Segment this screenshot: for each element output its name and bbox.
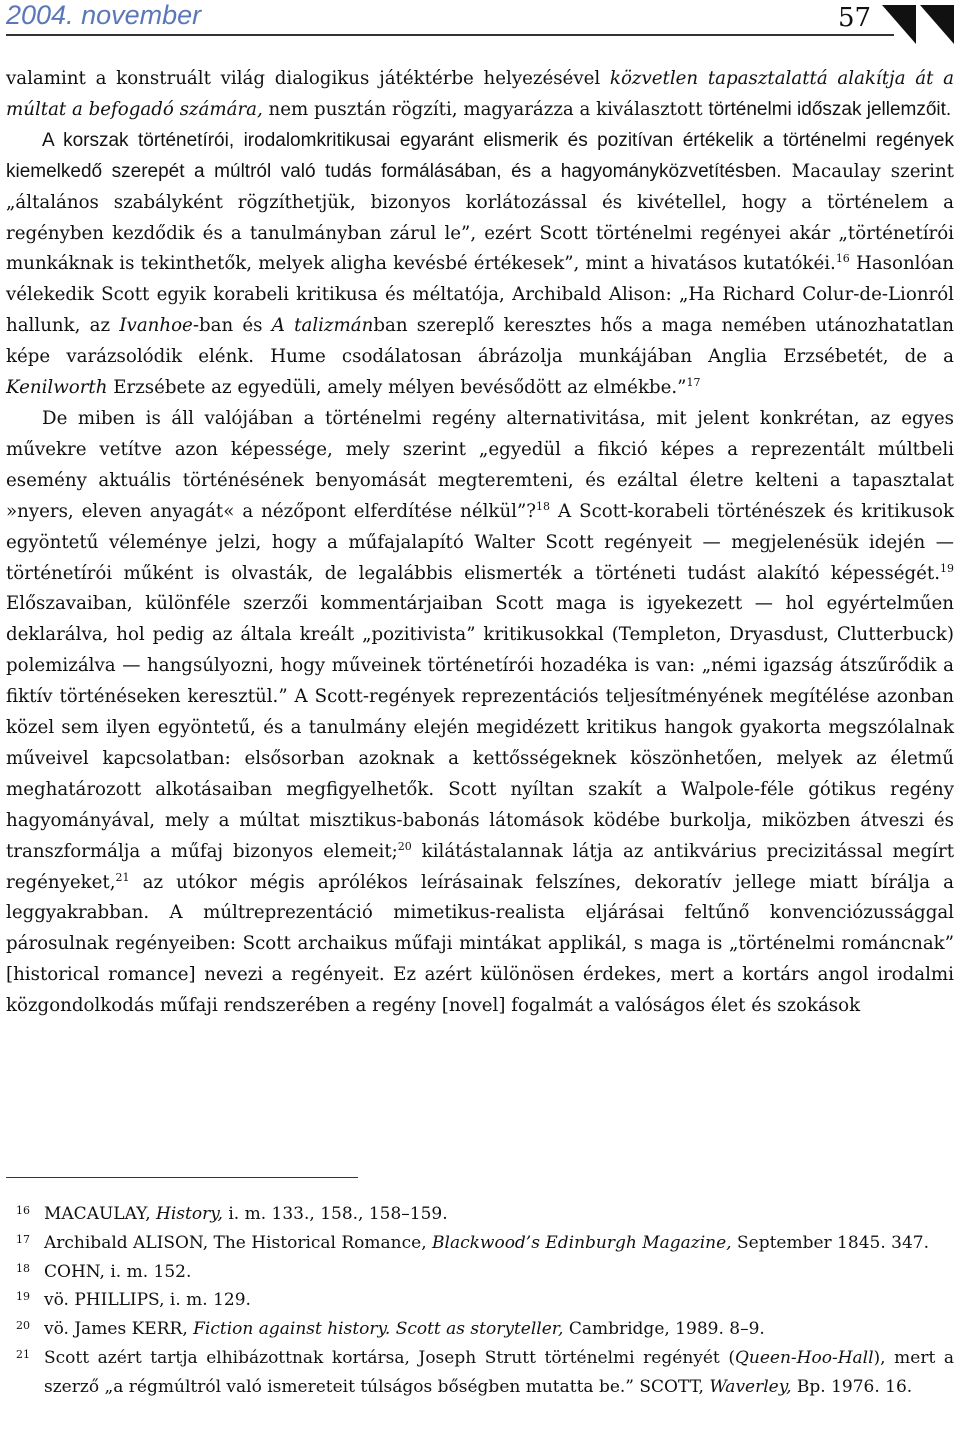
footnote — [6, 1229, 954, 1258]
footnote-text: ), mert a szerző „a régmúltról való ismereteit túlságos bőségben mutatta be.” SCOTT, — [44, 1347, 954, 1397]
italic-span: közvetlen tapasztalattá alakítja át a múltat a befogadó számára, — [6, 68, 955, 120]
footnote-text: COHN, i. m. 152. — [44, 1261, 192, 1282]
footnote-ref[interactable]: 21 — [115, 870, 130, 884]
footnote-number: 16 — [16, 1204, 30, 1217]
footnote-number: 19 — [16, 1290, 30, 1304]
footnote-text: Scott azért tartja elhibázottnak kortársa, Joseph Strutt történelmi regényét ( — [44, 1347, 735, 1368]
footnote-text: Cambridge, 1989. 8–9. — [563, 1319, 765, 1340]
italic-span: Ivanhoe — [119, 315, 193, 337]
footnote-ref[interactable]: 16 — [835, 252, 850, 266]
footnote-text: vö. James KERR, — [44, 1319, 194, 1340]
text-span: -ban és — [192, 315, 272, 337]
footnote-italic: Queen-Hoo-Hall — [734, 1347, 874, 1368]
text-span: az utókor mégis aprólékos leírásainak felszínes, dekoratív jellege miatt bírálja a leggyakrabban. A múltreprezentáció mimetikus-realista eljárásai feltűnő konvenciózussággal párosulnak regényeiben: Scott archaikus műfaji mintákat applikál, s maga is „történelmi románcnak” [historical romance] nevezi a regényeit. Ez azért különösen érdekes, mert a kortárs angol irodalmi közgondolkodás műfaji rendszerében a regény [novel] fogalmát a valóságos élet és szokások — [6, 871, 954, 1017]
footnote-ref[interactable]: 19 — [940, 561, 954, 575]
footnote-italic: History, — [156, 1204, 223, 1224]
text-span: Macaulay szerint „általános szabályként rögzíthetjük, bizonyos korlátozással és kivétellel, hogy a történelem a regényben kezdődik és a tanulmányban zárul le”, ezért Scott történelmi regényei akár „történetírói munkáknak is tekinthetők, melyek aligha kevésbé értékesek”, mint a hivatásos kutatókéi. — [6, 160, 954, 275]
footnote-ref[interactable]: 20 — [397, 839, 412, 853]
footnote-text: September 1845. 347. — [731, 1232, 929, 1253]
body-text — [6, 64, 954, 1022]
italic-span: Kenilworth — [6, 377, 108, 399]
text-span: A Scott-korabeli történészek és kritikusok egyöntetű véleménye jelzi, hogy a műfajalapító Walter Scott regényeit — megjelenésük idején — történetírói műként is olvasták, de legalábbis elismerték a történeti tudást alakító képességét. — [6, 500, 954, 584]
footnote-text: Archibald ALISON, The Historical Romance, — [44, 1232, 433, 1253]
page-header — [0, 0, 960, 60]
text-span: valamint a konstruált világ dialogikus játéktérbe helyezésével — [6, 68, 610, 89]
text-span: nem pusztán rögzíti, magyarázza a kiválasztott — [262, 98, 709, 120]
footnote-separator — [6, 1177, 358, 1178]
text-span: Előszavaiban, különféle szerzői kommentárjaiban Scott maga is igyekezett — hol egyértelműen deklarálva, hol pedig az általa kreált „pozitivista” kritikusokkal (Templeton, Dryasdust, Clutterbuck) polemizálva — hangsúlyozni, hogy műveinek történetírói hozadéka is van: „némi igazság átszűrődik a fiktív történéseken keresztül.” A Scott-regények reprezentációs teljesítményének megítélése azonban közel sem ilyen egyöntetű, és a tanulmány elején megidézett kritikus hangok gyakorta megszólalnak műveivel kapcsolatban: elsősorban azoknak a kettősségeknek köszönhetően, melyek az életmű meghatározott alkotásaiban megfigyelhetők. Scott nyíltan szakít a Walpole-féle gótikus regény hagyományával, mely a múltat misztikus-babonás látomások ködébe burkolja, miközben átveszi és transzformálja a műfaj bizonyos elemeit; — [6, 593, 954, 862]
footnote — [6, 1258, 954, 1287]
footnote-italic: Blackwood’s Edinburgh Magazine, — [432, 1232, 732, 1253]
footnote — [6, 1286, 954, 1315]
double-triangle-mark-icon — [880, 2, 956, 46]
footnote — [6, 1344, 954, 1402]
footnote-ref[interactable]: 18 — [536, 499, 551, 513]
footnote-text: vö. PHILLIPS, i. m. 129. — [44, 1290, 251, 1311]
header-date: 2004. november — [6, 0, 202, 30]
text-span: kilátástalannak látja az antikvárius precizitással megírt regényeket, — [6, 840, 954, 893]
footnote-text: MACAULAY, — [44, 1204, 157, 1224]
footnote-number: 21 — [16, 1347, 30, 1361]
text-span: történelmi időszak jellemzőit. — [708, 98, 952, 120]
footnote-number: 20 — [16, 1319, 30, 1333]
text-span: Erzsébete az egyedüli, amely mélyen bevésődött az elmékbe.” — [107, 377, 687, 399]
italic-span: A talizmán — [271, 315, 374, 337]
footnote — [6, 1315, 954, 1344]
page-number: 57 — [838, 3, 872, 33]
text-span: ban szereplő keresztes hős a maga nemében utánozhatatlan képe varázsolódik elénk. Hume csodálatosan ábrázolja munkájában Anglia Erzsébetét, de a — [6, 315, 954, 368]
text-span: A korszak történetírói, irodalomkritikusai egyaránt elismerik és pozitívan értékelik a történelmi regények kiemelkedő szerepét a múltról való tudás formálásában, és a hagyományközvetítésben. — [6, 129, 954, 182]
paragraph-1 — [6, 64, 954, 126]
paragraph-2 — [6, 126, 954, 404]
footnote-number: 17 — [16, 1232, 30, 1246]
footnote-italic: Waverley, — [709, 1376, 792, 1397]
footnote-text: Bp. 1976. 16. — [791, 1376, 913, 1397]
footnote-text: i. m. 133., 158., 158–159. — [222, 1204, 448, 1224]
footnote-number: 18 — [16, 1261, 30, 1275]
footnote — [6, 1200, 954, 1229]
text-span: De miben is áll valójában a történelmi regény alternativitása, mit jelent konkrétan, az egyes művekre vetítve azon képessége, mely szerint „egyedül a fikció képes a reprezentált múltbeli esemény aktuális történésének benyomását megteremteni, és ezáltal életre kelteni a tapasztalat »nyers, eleven anyagát« a nézőpont elferdítése nélkül”? — [6, 407, 954, 522]
footnote-ref[interactable]: 17 — [686, 376, 701, 390]
paragraph-3 — [6, 404, 954, 1022]
footnote-italic: Fiction against history. Scott as storyteller, — [193, 1319, 564, 1340]
header-rule — [6, 34, 894, 36]
footnotes — [6, 1200, 954, 1402]
text-span: Hasonlóan vélekedik Scott egyik korabeli kritikusa és méltatója, Archibald Alison: „Ha Richard Colur-de-Lionról hallunk, az — [6, 253, 954, 337]
